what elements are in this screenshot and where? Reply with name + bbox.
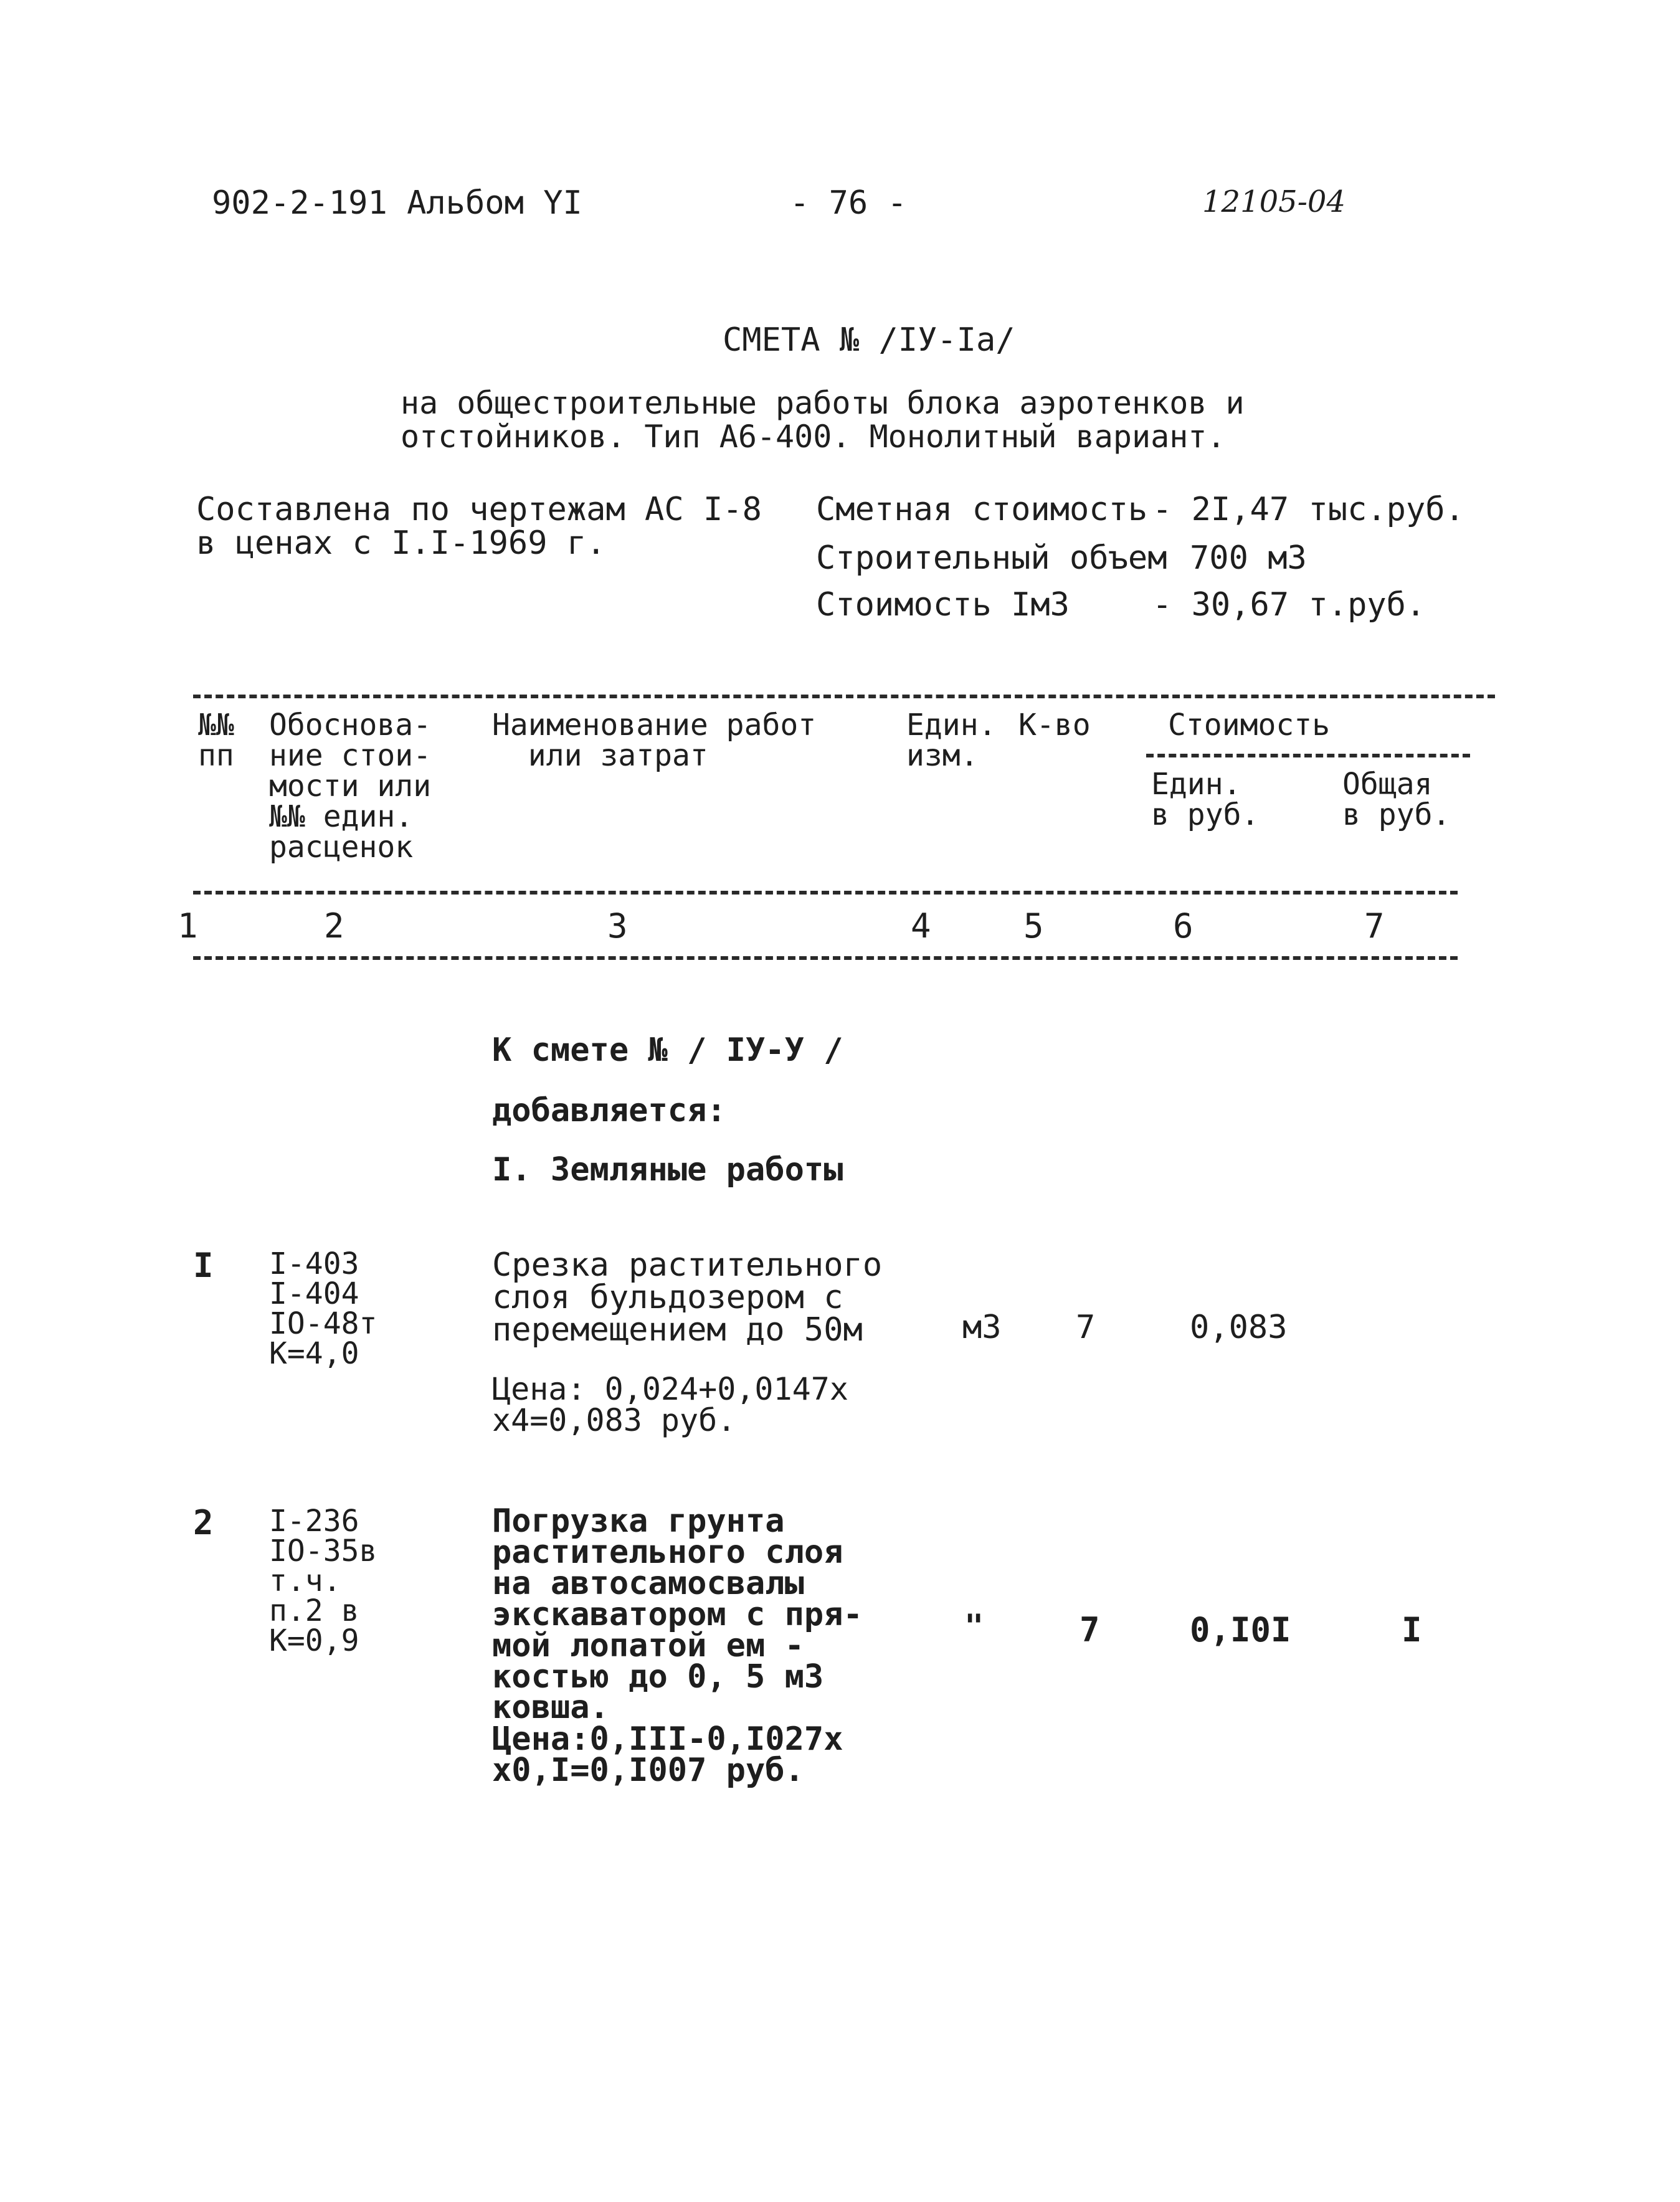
col-number: 3 [607,906,628,946]
row-1-unit-cost: 0,083 [1190,1309,1288,1346]
volume-label: Строительный объем [816,539,1167,577]
title-line-2: отстойников. Тип А6-400. Монолитный вариант. [401,419,1226,455]
compiled-line-2: в ценах с I.I-1969 г. [196,524,606,562]
unit-cost-label: Стоимость Iм3 [816,586,1070,624]
col-number: 6 [1173,906,1194,946]
row-1-basis: I-403 I-404 IO-48т К=4,0 [269,1246,377,1371]
col-header-qty: К-во [1018,708,1091,743]
row-2-unit: " [964,1608,984,1645]
row-2-qty: 7 [1080,1610,1100,1649]
estimated-cost-value: - 2I,47 тыс.руб. [1152,491,1464,528]
col-header-basis: Обоснова- ние стои- мости или №№ един. расценок [269,708,432,865]
row-2-unit-cost: 0,I0I [1190,1610,1291,1649]
doc-code: 902-2-191 Альбом YI [212,184,582,222]
col-header-unit-cost: Един. в руб. [1151,767,1260,832]
intro-reference: К смете № / IУ-У / [492,1032,843,1069]
row-1-name: Срезка растительного слоя бульдозером с перемещением до 50м [492,1246,883,1349]
estimated-cost-label: Сметная стоимость [816,491,1148,528]
col-number: 2 [324,906,344,946]
row-1-unit: м3 [962,1309,1002,1346]
page-number: - 76 - [790,184,907,222]
col-number: 7 [1364,906,1385,946]
col-number: 4 [911,906,931,946]
col-header-unit: Един. изм. [906,708,997,773]
col-header-name: Наименование работ или затрат [492,708,817,773]
header-bottom-rule [193,956,1458,960]
section-title: I. Земляные работы [492,1151,843,1189]
header-mid-rule [193,891,1458,895]
row-2-num: 2 [193,1503,214,1542]
row-1-price: Цена: 0,024+0,0147х х4=0,083 руб. [492,1371,848,1438]
row-2-total: I [1402,1610,1422,1649]
cost-group-rule [1146,754,1470,757]
row-1-num: I [193,1246,214,1285]
col-header-total: Общая в руб. [1342,767,1451,832]
header-top-rule [193,695,1495,698]
estimate-heading: СМЕТА № /IУ-Iа/ [723,321,1015,359]
row-1-qty: 7 [1076,1309,1096,1346]
row-2-name: Погрузка грунта растительного слоя на автосамосвалы экскаватором с пря- мой лопатой ем - костью до 0, 5 м3 ковша. [492,1502,863,1727]
volume-value: 700 м3 [1190,539,1307,577]
col-number: 1 [178,906,198,946]
intro-added: добавляется: [492,1092,726,1129]
title-line-1: на общестроительные работы блока аэротенков и [401,385,1245,421]
row-2-price: Цена:0,III-0,I027х х0,I=0,I007 руб. [492,1720,843,1789]
archive-number: 12105-04 [1202,184,1345,219]
compiled-line-1: Составлена по чертежам АС I-8 [196,491,762,528]
unit-cost-value: - 30,67 т.руб. [1152,586,1426,624]
col-header-cost-group: Стоимость [1168,708,1331,743]
col-number: 5 [1023,906,1044,946]
col-header-num: №№ пп [198,708,234,773]
row-2-basis: I-236 IO-35в т.ч. п.2 в К=0,9 [269,1504,377,1658]
